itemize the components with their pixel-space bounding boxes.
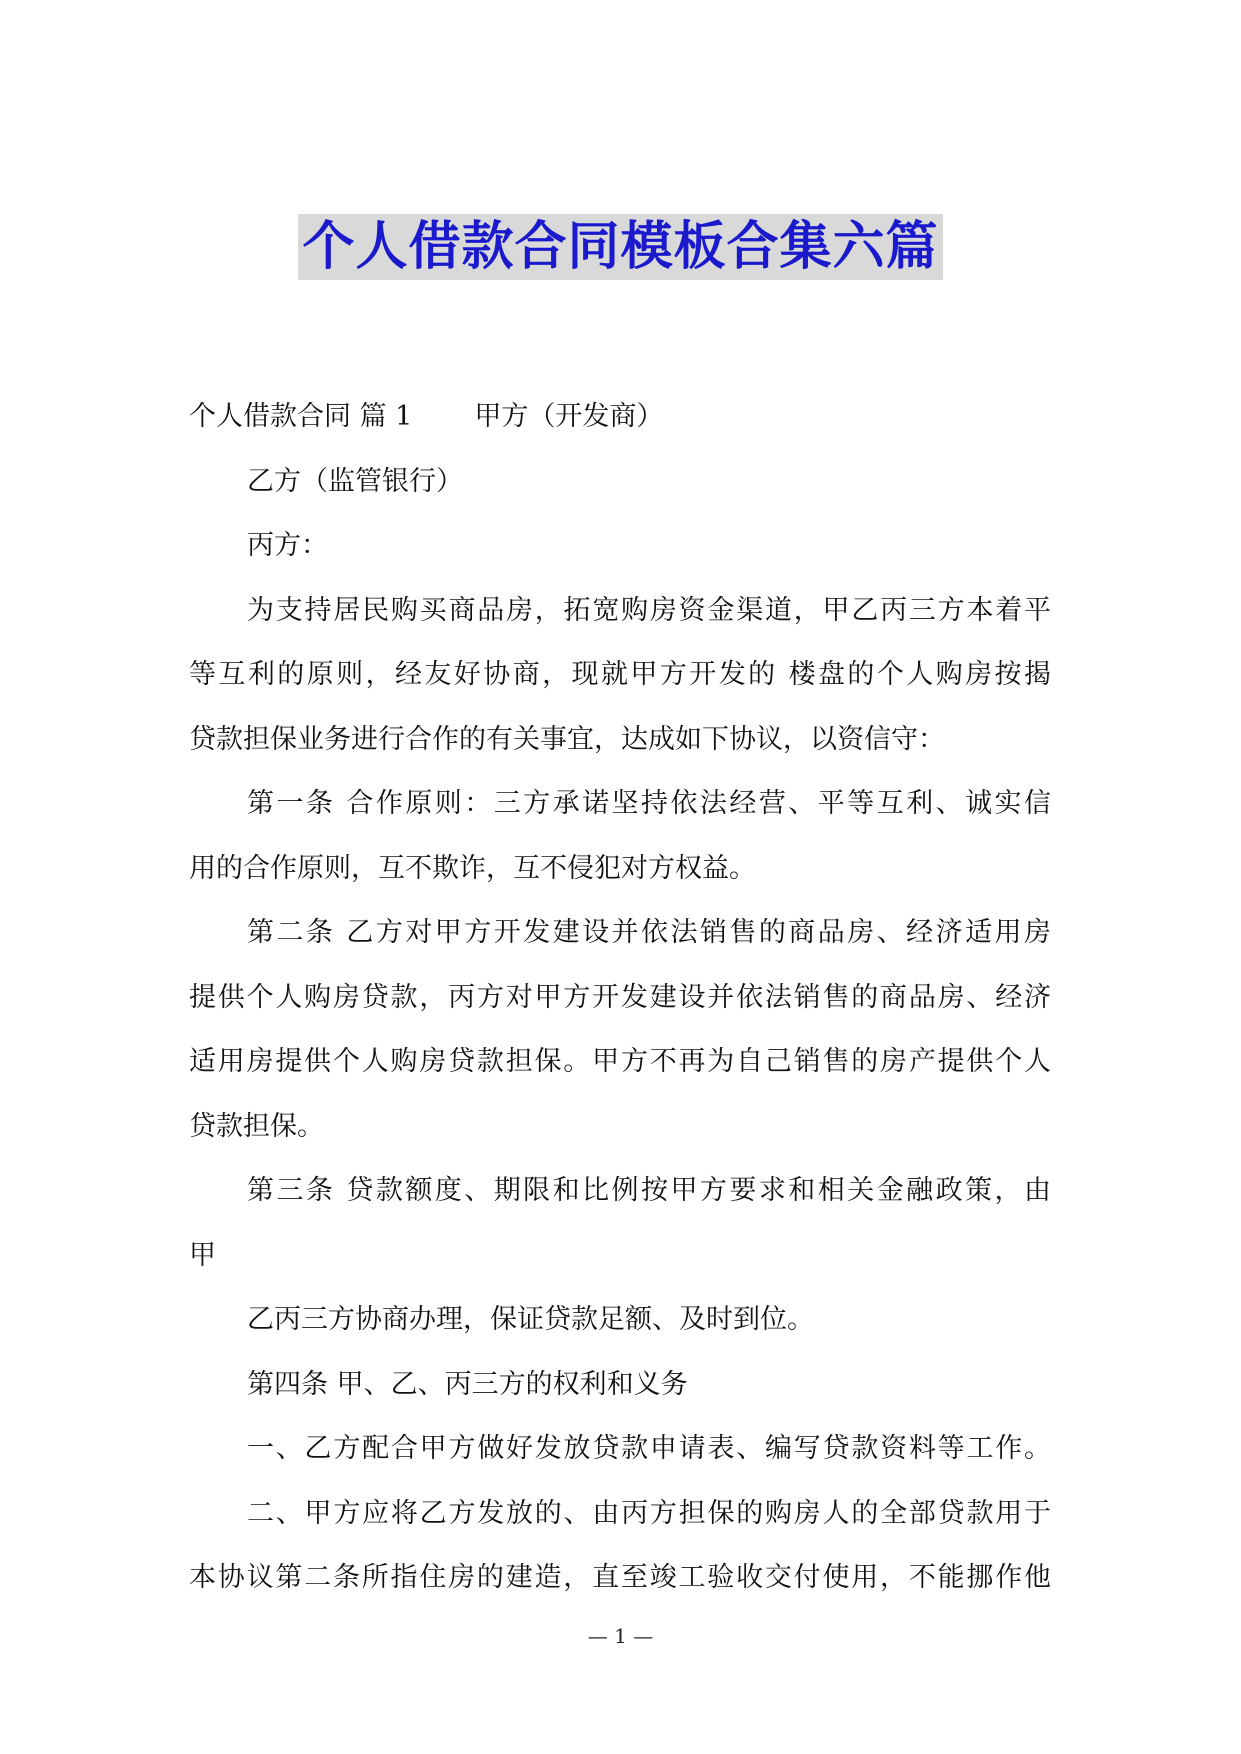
paragraph-line: 甲 — [189, 1239, 216, 1271]
title-container — [0, 214, 1241, 280]
document-body — [189, 385, 1051, 1611]
paragraph-line: 等互利的原则，经友好协商，现就甲方开发的 楼盘的个人购房按揭 — [189, 659, 1051, 690]
paragraph-line: 一、乙方配合甲方做好发放贷款申请表、编写贷款资料等工作。 — [247, 1433, 1051, 1464]
paragraph-line: 第二条 乙方对甲方开发建设并依法销售的商品房、经济适用房 — [247, 917, 1051, 948]
paragraph-line: 适用房提供个人购房贷款担保。甲方不再为自己销售的房产提供个人 — [189, 1046, 1051, 1077]
paragraph-line: 第三条 贷款额度、期限和比例按甲方要求和相关金融政策，由 — [247, 1175, 1051, 1206]
paragraph-line: 乙方（监管银行） — [247, 465, 463, 497]
paragraph-line: 为支持居民购买商品房，拓宽购房资金渠道，甲乙丙三方本着平 — [247, 594, 1051, 626]
contract-heading: 个人借款合同 篇 1 — [189, 401, 413, 432]
paragraph-line: 本协议第二条所指住房的建造，直至竣工验收交付使用，不能挪作他 — [189, 1562, 1051, 1593]
page-number: — 1 — — [587, 1624, 654, 1648]
paragraph-line: 乙丙三方协商办理，保证贷款足额、及时到位。 — [247, 1304, 814, 1335]
paragraph-line: 贷款担保业务进行合作的有关事宜，达成如下协议，以资信守： — [189, 723, 945, 755]
document-title: 个人借款合同模板合集六篇 — [298, 214, 942, 280]
paragraph-line: 第一条 合作原则：三方承诺坚持依法经营、平等互利、诚实信 — [247, 788, 1051, 819]
paragraph-line: 丙方： — [247, 530, 328, 561]
party-a-label: 甲方（开发商） — [474, 401, 664, 432]
paragraph-line: 贷款担保。 — [189, 1110, 324, 1142]
paragraph-line: 第四条 甲、乙、丙三方的权利和义务 — [247, 1368, 688, 1400]
paragraph-line: 提供个人购房贷款，丙方对甲方开发建设并依法销售的商品房、经济 — [189, 981, 1051, 1013]
paragraph-line: 二、甲方应将乙方发放的、由丙方担保的购房人的全部贷款用于 — [247, 1497, 1051, 1529]
paragraph-line — [189, 385, 1051, 450]
paragraph-line: 用的合作原则，互不欺诈，互不侵犯对方权益。 — [189, 852, 756, 884]
